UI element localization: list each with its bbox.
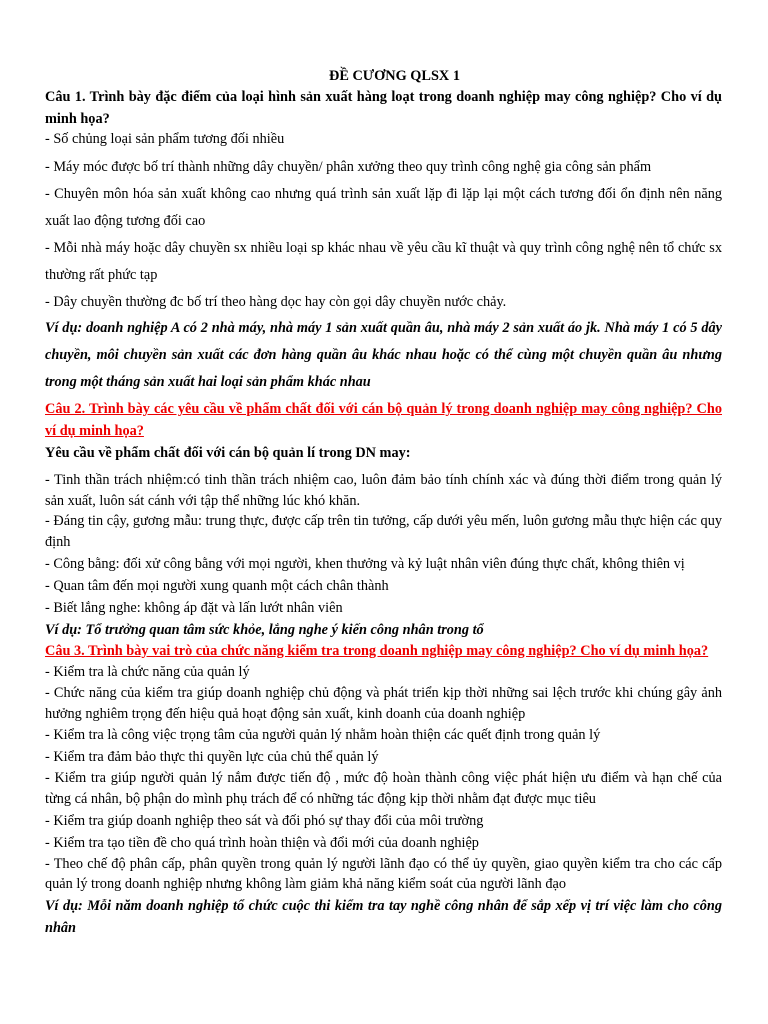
question-3-example: Ví dụ: Mỗi năm doanh nghiệp tổ chức cuộc thi kiểm tra tay nghề công nhân để sắp xếp vị trí việc làm cho công nhân: [45, 897, 722, 936]
question-3-heading: Câu 3. Trình bày vai trò của chức năng kiểm tra trong doanh nghiệp may công nghiệp? Cho ví dụ minh họa?: [45, 642, 709, 659]
question-2-item-5: - Biết lắng nghe: không áp đặt và lấn lướt nhân viên: [45, 599, 343, 616]
question-3-item-1: - Kiểm tra là chức năng của quản lý: [45, 664, 250, 681]
question-1-example: Ví dụ: doanh nghiệp A có 2 nhà máy, nhà máy 1 sản xuất quần âu, nhà máy 2 sản xuất áo jk. Nhà máy 1 có 5 dây chuyền, môi chuyền sản xuất các đơn hàng quần âu khác nhau hoặc có thể cùng một chuyền quần âu nhưng trong một tháng sản xuất hai loại sản phẩm khác nhau: [45, 320, 722, 391]
question-2-item-1: - Tinh thần trách nhiệm:có tinh thần trách nhiệm cao, luôn đảm bảo tính chính xác và đúng thời điểm trong quản lý sản xuất, luôn sát cánh với tập thể những lúc khó khăn.: [45, 472, 722, 509]
question-1-item-1: - Số chủng loại sản phẩm tương đối nhiều: [45, 131, 285, 147]
question-3-item-7: - Kiểm tra tạo tiền đề cho quá trình hoàn thiện và đổi mới của doanh nghiệp: [45, 834, 479, 851]
question-3-item-6: - Kiểm tra giúp doanh nghiệp theo sát và đối phó sự thay đổi của môi trường: [45, 812, 484, 829]
question-1-item-5: - Dây chuyền thường đc bố trí theo hàng dọc hay còn gọi dây chuyền nước chảy.: [45, 293, 507, 310]
question-2-item-3: - Công bằng: đối xử công bằng với mọi người, khen thưởng và kỷ luật nhân viên đúng thực chất, không thiên vị: [45, 555, 685, 572]
question-2-item-2: - Đáng tin cậy, gương mẫu: trung thực, được cấp trên tin tưởng, cấp dưới yêu mến, luôn gương mẫu thực hiện các quy định: [45, 513, 722, 550]
question-3-item-3: - Kiểm tra là công việc trọng tâm của người quản lý nhằm hoàn thiện các quết định trong quản lý: [45, 727, 601, 744]
question-2-item-4: - Quan tâm đến mọi người xung quanh một cách chân thành: [45, 577, 389, 594]
question-1-item-2: - Máy móc được bố trí thành những dây chuyền/ phân xưởng theo quy trình công nghệ gia công sản phẩm: [45, 159, 652, 175]
question-3-item-8: - Theo chế độ phân cấp, phân quyền trong quản lý người lãnh đạo có thể ủy quyền, giao quyền kiểm tra cho các cấp quản lý trong doanh nghiệp nhưng không làm giảm khả năng kiểm soát của người lãnh đạo: [45, 855, 722, 893]
question-2-subheading: Yêu cầu về phẩm chất đối với cán bộ quản lí trong DN may:: [45, 445, 411, 462]
document-title: ĐỀ CƯƠNG QLSX 1: [329, 68, 460, 84]
question-3-item-4: - Kiểm tra đảm bảo thực thi quyền lực của chủ thể quản lý: [45, 749, 379, 766]
question-1-item-4: - Mỗi nhà máy hoặc dây chuyền sx nhiều loại sp khác nhau về yêu cầu kĩ thuật và quy trình công nghệ nên tổ chức sx thường rất phức tạp: [45, 239, 722, 283]
question-3-item-2: - Chức năng của kiểm tra giúp doanh nghiệp chủ động và phát triển kịp thời những sai lệch trước khi chúng gây ảnh hưởng nghiêm trọng đến hiệu quả hoạt động sản xuất, kinh doanh của doanh nghiệp: [45, 685, 722, 722]
question-1-item-3: - Chuyên môn hóa sản xuất không cao nhưng quá trình sản xuất lặp đi lặp lại một cách tương đối ổn định nên năng xuất lao động tương đối cao: [45, 185, 722, 229]
question-1-heading: Câu 1. Trình bày đặc điểm của loại hình sản xuất hàng loạt trong doanh nghiệp may công nghiệp? Cho ví dụ minh họa?: [45, 89, 722, 127]
question-2-example: Ví dụ: Tổ trưởng quan tâm sức khỏe, lắng nghe ý kiến công nhân trong tổ: [45, 621, 484, 638]
question-3-item-5: - Kiểm tra giúp người quản lý nắm được tiến độ , mức độ hoàn thành công việc phát hiện ưu điểm và hạn chế của từng cá nhân, bộ phận do mình phụ trách để có những tác động kịp thời nhằm đạt được mục tiêu: [45, 770, 722, 807]
question-2-heading: Câu 2. Trình bày các yêu cầu về phẩm chất đối với cán bộ quản lý trong doanh nghiệp may công nghiệp? Cho ví dụ minh họa?: [45, 401, 722, 440]
